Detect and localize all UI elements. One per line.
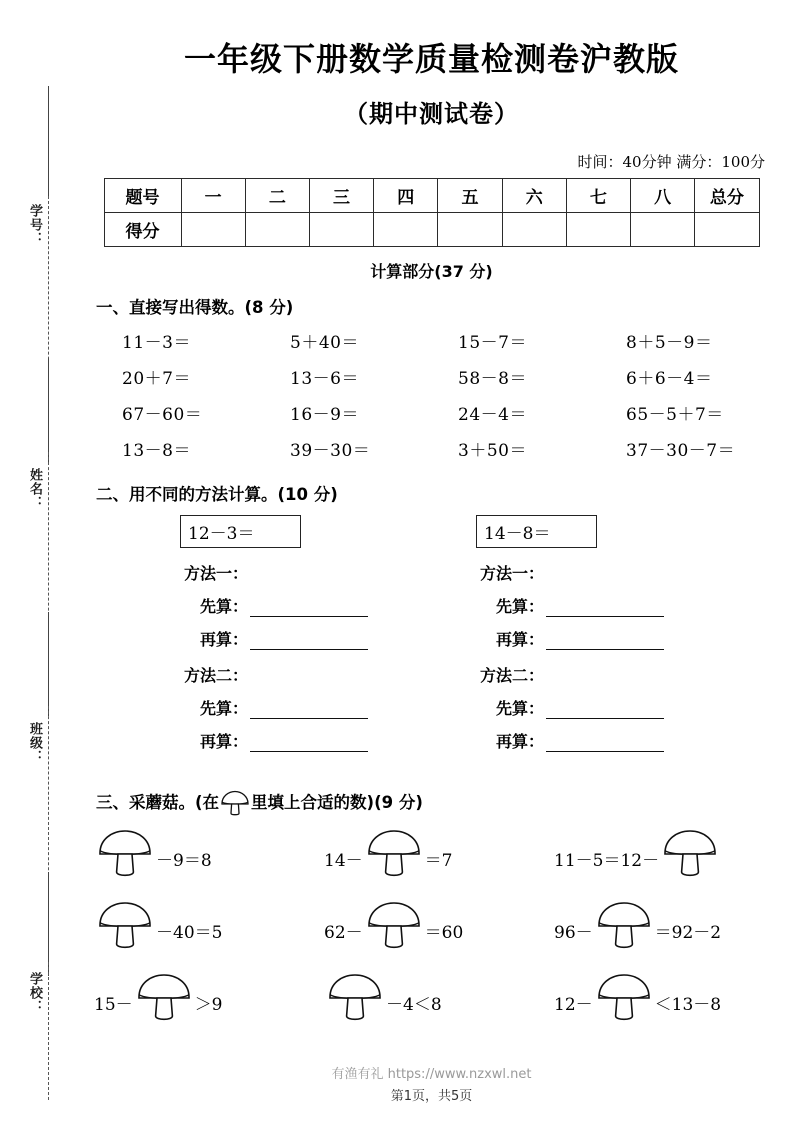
mushroom-icon (220, 790, 250, 817)
section-3-heading (96, 789, 793, 817)
calc-item: 3＋50＝ (458, 441, 527, 461)
method-label: 方法二： (480, 666, 545, 685)
page-number: 第1页，共5页 (390, 1089, 473, 1104)
score-cell-total[interactable] (695, 213, 759, 247)
calc-item: 24－4＝ (458, 405, 527, 425)
answer-row[interactable] (200, 729, 456, 752)
answer-row-label: 先算： (200, 699, 249, 718)
margin-label-class: 班级： (27, 722, 42, 764)
left-margin (0, 0, 70, 1122)
section-2-heading: 二、用不同的方法计算。(10 分) (96, 485, 338, 504)
mushroom-equation (552, 897, 792, 955)
answer-row[interactable] (496, 627, 752, 650)
section-1-grid (122, 328, 762, 461)
answer-row[interactable] (496, 729, 752, 752)
answer-row-label: 再算： (496, 630, 545, 649)
score-cell-4[interactable] (438, 213, 502, 247)
score-table (104, 178, 760, 247)
mushroom-icon[interactable] (596, 972, 652, 1024)
answer-blank[interactable] (546, 704, 664, 719)
expression-box-right: 14－8＝ (476, 515, 597, 548)
answer-blank[interactable] (250, 737, 368, 752)
calc-item: 58－8＝ (458, 369, 527, 389)
score-cell-5[interactable] (502, 213, 566, 247)
calc-item: 8＋5－9＝ (626, 333, 713, 353)
answer-row-label: 先算： (200, 597, 249, 616)
equation-prefix: 62－ (324, 922, 363, 943)
section-1-heading: 一、直接写出得数。(8 分) (96, 298, 294, 317)
calc-item: 39－30＝ (290, 441, 371, 461)
margin-rule-top (48, 86, 49, 198)
score-table-col-5: 六 (502, 179, 566, 213)
answer-blank[interactable] (546, 737, 664, 752)
score-cell-6[interactable] (566, 213, 630, 247)
calc-item: 13－8＝ (122, 441, 191, 461)
score-cell-3[interactable] (374, 213, 438, 247)
expression-box-left: 12－3＝ (180, 515, 301, 548)
answer-blank[interactable] (546, 635, 664, 650)
calc-item: 16－9＝ (290, 405, 359, 425)
section-3-heading-before: 三、采蘑菇。(在 (96, 793, 220, 812)
score-table-col-4: 五 (438, 179, 502, 213)
answer-row-label: 先算： (496, 597, 545, 616)
answer-blank[interactable] (546, 602, 664, 617)
answer-row[interactable] (200, 627, 456, 650)
table-row-scores (104, 213, 759, 247)
score-cell-0[interactable] (181, 213, 245, 247)
answer-row[interactable] (496, 594, 752, 617)
answer-row[interactable] (200, 594, 456, 617)
equation-suffix: ＝92－2 (654, 922, 722, 943)
score-table-col-3: 四 (374, 179, 438, 213)
equation-suffix: ＝7 (424, 850, 453, 871)
equation-suffix: －9＝8 (156, 850, 212, 871)
page-subtitle: （期中测试卷） (344, 99, 519, 128)
equation-prefix: 12－ (554, 994, 593, 1015)
watermark-text: 有渔有礼 https://www.nzxwl.net (331, 1067, 532, 1082)
method-label: 方法二： (184, 666, 249, 685)
mushroom-icon[interactable] (136, 972, 192, 1024)
mushroom-equation (322, 969, 552, 1027)
answer-blank[interactable] (250, 602, 368, 617)
calc-item: 13－6＝ (290, 369, 359, 389)
mushroom-equation (92, 897, 322, 955)
calc-item: 11－3＝ (122, 333, 191, 353)
table-row-header (104, 179, 759, 213)
margin-label-school: 学校： (27, 972, 42, 1014)
calc-item: 67－60＝ (122, 405, 203, 425)
calc-item: 37－30－7＝ (626, 441, 736, 461)
calc-item: 20＋7＝ (122, 369, 191, 389)
answer-blank[interactable] (250, 635, 368, 650)
part-title: 计算部分(37 分) (370, 262, 493, 281)
mushroom-icon[interactable] (97, 900, 153, 952)
margin-rule-4 (48, 872, 49, 976)
mushroom-icon[interactable] (366, 828, 422, 880)
margin-rule-2 (48, 358, 49, 462)
equation-suffix: －40＝5 (156, 922, 223, 943)
mushroom-equation (92, 969, 322, 1027)
margin-label-student-id: 学号： (27, 204, 42, 246)
calc-item: 15－7＝ (458, 333, 527, 353)
score-table-col-total: 总分 (695, 179, 759, 213)
margin-rule-3 (48, 612, 49, 716)
page-footer (70, 1063, 793, 1104)
margin-dash-4 (48, 962, 49, 1100)
mushroom-equation (552, 825, 792, 883)
mushroom-equation (92, 825, 322, 883)
page-title: 一年级下册数学质量检测卷沪教版 (183, 40, 679, 78)
score-table-col-2: 三 (309, 179, 373, 213)
method-column-left (166, 515, 456, 752)
score-cell-2[interactable] (309, 213, 373, 247)
score-cell-7[interactable] (631, 213, 695, 247)
equation-suffix: －4＜8 (386, 994, 442, 1015)
page-content (70, 0, 793, 1122)
exam-meta: 时间：40分钟 满分：100分 (577, 153, 765, 171)
answer-blank[interactable] (250, 704, 368, 719)
score-table-col-1: 二 (245, 179, 309, 213)
mushroom-icon[interactable] (327, 972, 383, 1024)
equation-prefix: 14－ (324, 850, 363, 871)
answer-row-label: 再算： (200, 732, 249, 751)
mushroom-icon[interactable] (97, 828, 153, 880)
equation-prefix: 15－ (94, 994, 133, 1015)
mushroom-icon[interactable] (596, 900, 652, 952)
answer-row[interactable] (496, 696, 752, 719)
answer-row-label: 再算： (200, 630, 249, 649)
section-3-heading-after: 里填上合适的数)(9 分) (251, 793, 423, 812)
score-table-row-label-1: 得分 (104, 213, 181, 247)
equation-prefix: 96－ (554, 922, 593, 943)
mushroom-icon[interactable] (366, 900, 422, 952)
mushroom-equation (552, 969, 792, 1027)
mushroom-icon[interactable] (662, 828, 718, 880)
score-table-row-label-0: 题号 (104, 179, 181, 213)
calc-item: 65－5＋7＝ (626, 405, 724, 425)
section-2-body (70, 515, 793, 777)
equation-suffix: ＜13－8 (654, 994, 722, 1015)
calc-item: 6＋6－4＝ (626, 369, 713, 389)
equation-suffix: ＞9 (194, 994, 223, 1015)
method-label: 方法一： (480, 564, 545, 583)
section-3-grid (92, 825, 792, 1027)
mushroom-equation (322, 897, 552, 955)
equation-prefix: 11－5＝12－ (554, 850, 660, 871)
calc-item: 5＋40＝ (290, 333, 359, 353)
method-label: 方法一： (184, 564, 249, 583)
equation-suffix: ＝60 (424, 922, 464, 943)
score-table-col-7: 八 (631, 179, 695, 213)
score-table-col-0: 一 (181, 179, 245, 213)
answer-row-label: 再算： (496, 732, 545, 751)
answer-row[interactable] (200, 696, 456, 719)
mushroom-equation (322, 825, 552, 883)
answer-row-label: 先算： (496, 699, 545, 718)
score-table-col-6: 七 (566, 179, 630, 213)
score-cell-1[interactable] (245, 213, 309, 247)
margin-label-name: 姓名： (27, 468, 42, 510)
method-column-right (462, 515, 752, 752)
